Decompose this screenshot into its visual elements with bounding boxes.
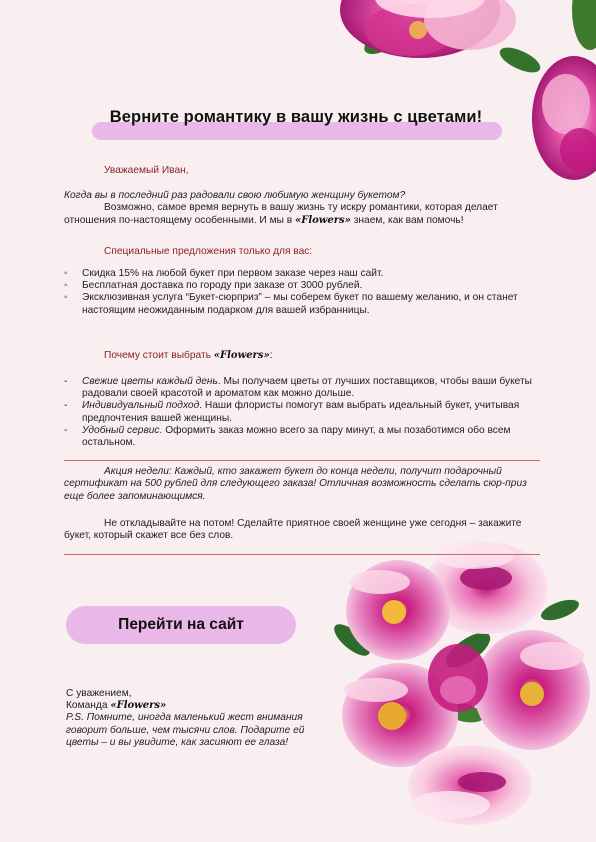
list-item — [64, 425, 540, 449]
item-text: . Оформить заказ можно всего за пару минут, а мы позаботимся обо всем остальном. — [82, 424, 511, 449]
team-prefix: Команда — [66, 700, 111, 712]
intro-question: Когда вы в последний раз радовали свою любимую женщину букетом? — [64, 190, 406, 201]
offers-list — [64, 268, 534, 317]
intro-text-2: знаем, как вам помочь! — [350, 214, 464, 226]
intro-paragraph — [64, 190, 534, 227]
divider — [64, 460, 540, 461]
divider — [64, 554, 540, 555]
item-lead: Свежие цветы каждый день — [82, 376, 218, 387]
item-text: . Наши флористы помогут вам выбрать идеальный букет, учитывая предпочтения вашей женщины. — [82, 400, 520, 424]
postscript: P.S. Помните, иногда маленький жест внимания говорит больше, чем тысячи слов. Подарите ей цветы – и вы увидите, как засияют ее глаза! — [66, 712, 305, 748]
list-item — [64, 400, 540, 424]
brand-name: «Flowers» — [294, 214, 351, 226]
greeting: Уважаемый Иван, — [104, 165, 189, 176]
top-flowers — [340, 0, 596, 180]
offers-heading: Специальные предложения только для вас: — [104, 246, 313, 257]
intro-text-1: Возможно, самое время вернуть в вашу жизнь ту искру романтики, которая делает отношения по-настоящему особенными. И мы в — [64, 202, 498, 226]
why-list — [64, 376, 540, 449]
list-item: ◦ Эксклюзивная услуга “Букет-сюрприз” – мы соберем букет по вашему желанию, и он станет настоящим неожиданным подарком для вашей избранницы. — [64, 292, 534, 316]
item-lead: Индивидуальный подход — [82, 400, 200, 412]
team-line — [66, 700, 326, 712]
item-text: . Мы получаем цветы от лучших поставщиков, чтобы ваши букеты радовали своей красотой и ароматом как можно дольше. — [82, 376, 532, 400]
signature-block — [66, 688, 326, 749]
regards: С уважением, — [66, 688, 132, 699]
why-heading-colon: : — [269, 350, 273, 361]
why-heading-text: Почему стоит выбрать — [104, 350, 214, 361]
list-item: ◦ Скидка 15% на любой букет при первом заказе через наш сайт. — [64, 268, 534, 280]
bottom-bouquet — [329, 541, 590, 825]
brand-name: «Flowers» — [110, 700, 167, 712]
list-item: ◦ Бесплатная доставка по городу при заказе от 3000 рублей. — [64, 280, 534, 292]
heading-block — [86, 108, 506, 127]
promo-text: Акция недели: Каждый, кто закажет букет до конца недели, получит подарочный сертификат на 500 рублей для следующего заказа! Отличная возможность сделать сюр-приз еще более запоминающимся. — [64, 466, 527, 502]
go-to-site-button[interactable]: Перейти на сайт — [66, 606, 296, 644]
page-title: Верните романтику в вашу жизнь с цветами! — [109, 108, 483, 126]
closing-text: Не откладывайте на потом! Сделайте приятное своей женщине уже сегодня – закажите букет, который скажет все без слов. — [64, 518, 522, 542]
item-lead: Удобный сервис — [82, 424, 160, 436]
why-heading — [64, 350, 534, 362]
brand-name: «Flowers» — [213, 350, 270, 361]
intro-body — [64, 202, 534, 227]
list-item — [64, 376, 540, 400]
